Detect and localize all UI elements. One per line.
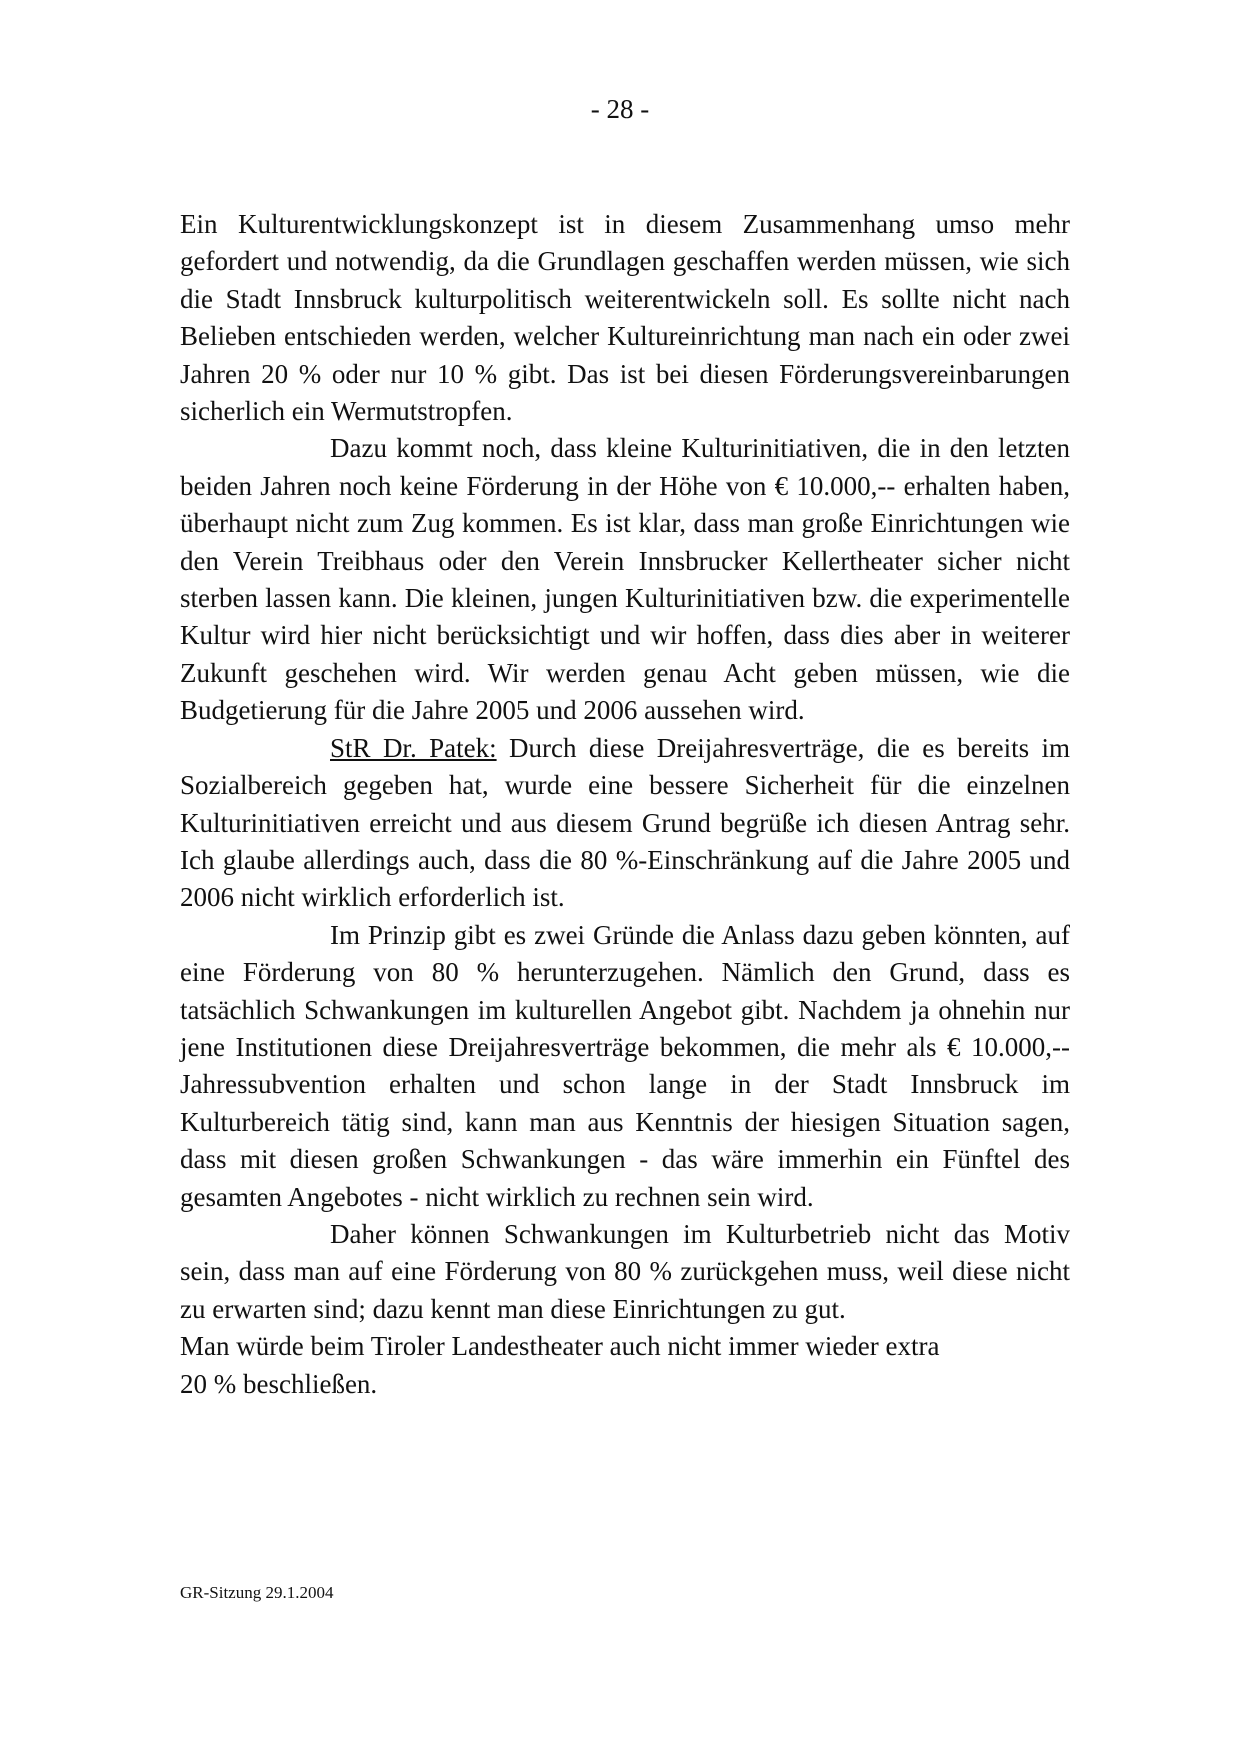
paragraph-5-line-a: Man würde beim Tiroler Landestheater auch nicht immer wieder extra — [180, 1331, 940, 1362]
paragraph-1: Ein Kulturentwicklungskonzept ist in diesem Zusammenhang umso mehr gefordert und notwendig, da die Grundlagen geschaffen werden müssen, wie sich die Stadt Innsbruck kulturpolitisch weiterentwickeln soll. Es sollte nicht nach Belieben entschieden werden, welcher Kultureinrichtung man nach ein oder zwei Jahren 20 % oder nur 10 % gibt. Das ist bei diesen Förderungsvereinbarungen sicherlich ein Wermutstropfen. — [180, 209, 1070, 427]
paragraph-4: Im Prinzip gibt es zwei Gründe die Anlass dazu geben könnten, auf eine Förderung von 80 % herunterzugehen. Nämlich den Grund, dass es tatsächlich Schwankungen im kulturellen Angebot gibt. Nachdem ja ohnehin nur jene Institutionen diese Dreijahresverträge bekommen, die mehr als € 10.000,-- Jahressubvention erhalten und schon lange in der Stadt Innsbruck im Kulturbereich tätig sind, kann man aus Kenntnis der hiesigen Situation sagen, dass mit diesen großen Schwankungen - das wäre immerhin ein Fünftel des gesamten Angebotes - nicht wirklich zu rechnen sein wird. — [180, 919, 1070, 1212]
paragraph-5-line-b: 20 % beschließen. — [180, 1368, 378, 1399]
paragraph-2: Dazu kommt noch, dass kleine Kulturinitiativen, die in den letzten beiden Jahren noch keine Förderung in der Höhe von € 10.000,-- erhalten haben, überhaupt nicht zum Zug kommen. Es ist klar, dass man große Einrichtungen wie den Verein Treibhaus oder den Verein Innsbrucker Kellertheater sicher nicht sterben lassen kann. Die kleinen, jungen Kulturinitiativen bzw. die experimentelle Kultur wird hier nicht berücksichtigt und wir hoffen, dass dies aber in weiterer Zukunft geschehen wird. Wir werden genau Acht geben müssen, wie die Budgetierung für die Jahre 2005 und 2006 aussehen wird. — [180, 433, 1070, 726]
paragraph-5 — [180, 1216, 1070, 1328]
page-number: - 28 - — [590, 94, 650, 124]
paragraph-3 — [180, 730, 1070, 917]
footer-session-date: GR-Sitzung 29.1.2004 — [180, 1583, 334, 1602]
paragraph-5-text: Daher können Schwankungen im Kulturbetrieb nicht das Motiv sein, dass man auf eine Förderung von 80 % zurückgehen muss, weil diese nicht zu erwarten sind; dazu kennt man diese Einrichtungen zu gut. — [180, 1218, 1070, 1324]
document-body — [180, 206, 1070, 1403]
speaker-name: StR Dr. Patek: — [330, 732, 497, 763]
speaker-statement: Durch diese Dreijahresverträge, die es bereits im Sozialbereich gegeben hat, wurde eine bessere Sicherheit für die einzelnen Kulturinitiativen erreicht und aus diesem Grund begrüße ich diesen Antrag sehr. Ich glaube allerdings auch, dass die 80 %-Einschränkung auf die Jahre 2005 und 2006 nicht wirklich erforderlich ist. — [180, 732, 1071, 913]
